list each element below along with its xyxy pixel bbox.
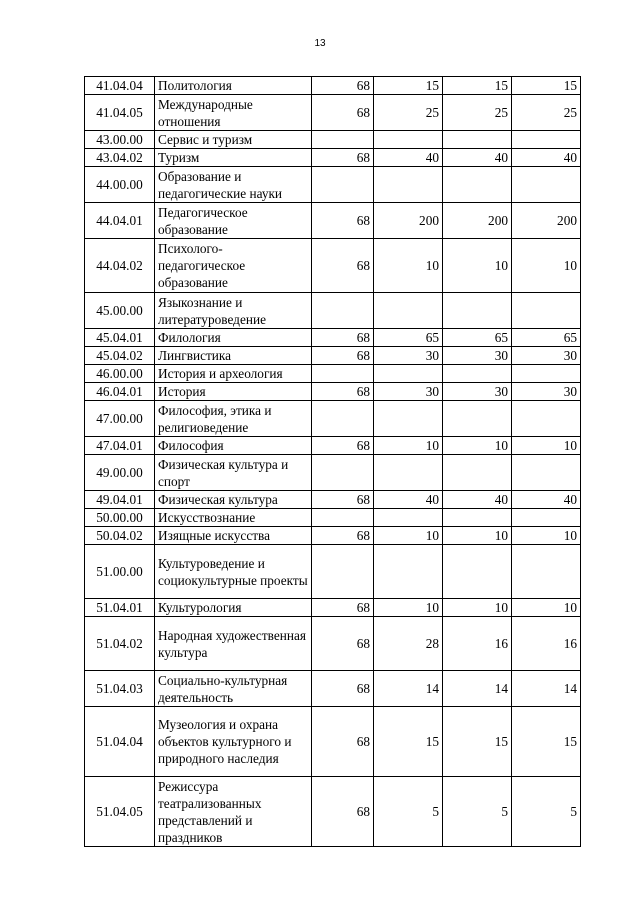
table-row bbox=[85, 77, 581, 95]
value-col-1 bbox=[312, 401, 374, 437]
value-col-4: 200 bbox=[512, 203, 581, 239]
program-code: 43.04.02 bbox=[85, 149, 155, 167]
value-col-3: 10 bbox=[443, 239, 512, 293]
value-col-3: 40 bbox=[443, 491, 512, 509]
value-col-2: 14 bbox=[374, 671, 443, 707]
value-col-2 bbox=[374, 365, 443, 383]
program-name: Философия bbox=[155, 437, 312, 455]
value-col-4: 15 bbox=[512, 77, 581, 95]
value-col-2: 10 bbox=[374, 599, 443, 617]
table-row bbox=[85, 401, 581, 437]
value-col-3: 5 bbox=[443, 777, 512, 847]
value-col-1 bbox=[312, 131, 374, 149]
value-col-4: 16 bbox=[512, 617, 581, 671]
value-col-2: 28 bbox=[374, 617, 443, 671]
table-row bbox=[85, 455, 581, 491]
value-col-2 bbox=[374, 545, 443, 599]
value-col-1 bbox=[312, 167, 374, 203]
value-col-2: 15 bbox=[374, 707, 443, 777]
value-col-3: 30 bbox=[443, 347, 512, 365]
program-code: 50.04.02 bbox=[85, 527, 155, 545]
table-row bbox=[85, 95, 581, 131]
value-col-4 bbox=[512, 293, 581, 329]
table-row bbox=[85, 383, 581, 401]
program-name: Культуроведение и социокультурные проекты bbox=[155, 545, 312, 599]
program-code: 46.00.00 bbox=[85, 365, 155, 383]
program-code: 49.04.01 bbox=[85, 491, 155, 509]
value-col-4: 5 bbox=[512, 777, 581, 847]
programs-table bbox=[84, 76, 581, 847]
value-col-1: 68 bbox=[312, 527, 374, 545]
value-col-1 bbox=[312, 293, 374, 329]
program-code: 44.00.00 bbox=[85, 167, 155, 203]
value-col-4: 10 bbox=[512, 239, 581, 293]
program-name: Музеология и охрана объектов культурного и природного наследия bbox=[155, 707, 312, 777]
table-row bbox=[85, 545, 581, 599]
value-col-1: 68 bbox=[312, 329, 374, 347]
value-col-2: 10 bbox=[374, 239, 443, 293]
program-name: Народная художественная культура bbox=[155, 617, 312, 671]
program-code: 51.04.02 bbox=[85, 617, 155, 671]
value-col-1: 68 bbox=[312, 671, 374, 707]
value-col-1: 68 bbox=[312, 203, 374, 239]
value-col-3 bbox=[443, 365, 512, 383]
table-row bbox=[85, 509, 581, 527]
table-row bbox=[85, 365, 581, 383]
table-row bbox=[85, 491, 581, 509]
value-col-4: 65 bbox=[512, 329, 581, 347]
value-col-2 bbox=[374, 131, 443, 149]
table-row bbox=[85, 617, 581, 671]
program-code: 45.00.00 bbox=[85, 293, 155, 329]
program-name: Искусствознание bbox=[155, 509, 312, 527]
value-col-2 bbox=[374, 167, 443, 203]
value-col-4: 40 bbox=[512, 491, 581, 509]
value-col-4 bbox=[512, 365, 581, 383]
table-row bbox=[85, 149, 581, 167]
table-row bbox=[85, 599, 581, 617]
program-name: История и археология bbox=[155, 365, 312, 383]
value-col-3: 40 bbox=[443, 149, 512, 167]
value-col-1 bbox=[312, 365, 374, 383]
value-col-3: 15 bbox=[443, 77, 512, 95]
table-row bbox=[85, 437, 581, 455]
table-row bbox=[85, 167, 581, 203]
program-name: Философия, этика и религиоведение bbox=[155, 401, 312, 437]
program-code: 50.00.00 bbox=[85, 509, 155, 527]
value-col-4: 10 bbox=[512, 527, 581, 545]
program-name: Социально-культурная деятельность bbox=[155, 671, 312, 707]
value-col-2: 200 bbox=[374, 203, 443, 239]
program-name: Туризм bbox=[155, 149, 312, 167]
value-col-2: 25 bbox=[374, 95, 443, 131]
value-col-4 bbox=[512, 401, 581, 437]
value-col-2: 40 bbox=[374, 491, 443, 509]
value-col-1: 68 bbox=[312, 437, 374, 455]
value-col-2: 10 bbox=[374, 437, 443, 455]
value-col-1: 68 bbox=[312, 95, 374, 131]
value-col-2 bbox=[374, 293, 443, 329]
value-col-2: 15 bbox=[374, 77, 443, 95]
program-code: 51.04.03 bbox=[85, 671, 155, 707]
value-col-3: 65 bbox=[443, 329, 512, 347]
table-row bbox=[85, 707, 581, 777]
program-name: Режиссура театрализованных представлений и праздников bbox=[155, 777, 312, 847]
value-col-3: 200 bbox=[443, 203, 512, 239]
program-code: 51.04.01 bbox=[85, 599, 155, 617]
value-col-3: 25 bbox=[443, 95, 512, 131]
value-col-2: 30 bbox=[374, 383, 443, 401]
program-name: Психолого-педагогическое образование bbox=[155, 239, 312, 293]
value-col-4: 40 bbox=[512, 149, 581, 167]
program-name: Изящные искусства bbox=[155, 527, 312, 545]
table-row bbox=[85, 131, 581, 149]
page-number: 13 bbox=[314, 38, 326, 49]
program-code: 43.00.00 bbox=[85, 131, 155, 149]
program-name: Педагогическое образование bbox=[155, 203, 312, 239]
value-col-1 bbox=[312, 509, 374, 527]
value-col-3: 10 bbox=[443, 437, 512, 455]
program-code: 47.00.00 bbox=[85, 401, 155, 437]
value-col-3 bbox=[443, 401, 512, 437]
value-col-2 bbox=[374, 509, 443, 527]
value-col-2: 5 bbox=[374, 777, 443, 847]
program-name: Физическая культура и спорт bbox=[155, 455, 312, 491]
value-col-1: 68 bbox=[312, 777, 374, 847]
value-col-1: 68 bbox=[312, 599, 374, 617]
value-col-4 bbox=[512, 131, 581, 149]
program-code: 51.04.05 bbox=[85, 777, 155, 847]
table-row bbox=[85, 671, 581, 707]
value-col-2: 65 bbox=[374, 329, 443, 347]
value-col-1: 68 bbox=[312, 383, 374, 401]
program-name: Международные отношения bbox=[155, 95, 312, 131]
program-code: 47.04.01 bbox=[85, 437, 155, 455]
value-col-2 bbox=[374, 455, 443, 491]
value-col-2: 30 bbox=[374, 347, 443, 365]
value-col-1 bbox=[312, 455, 374, 491]
value-col-4: 15 bbox=[512, 707, 581, 777]
value-col-1 bbox=[312, 545, 374, 599]
value-col-3: 14 bbox=[443, 671, 512, 707]
value-col-4 bbox=[512, 455, 581, 491]
program-code: 45.04.02 bbox=[85, 347, 155, 365]
value-col-1: 68 bbox=[312, 77, 374, 95]
value-col-4 bbox=[512, 509, 581, 527]
value-col-1: 68 bbox=[312, 617, 374, 671]
program-code: 41.04.05 bbox=[85, 95, 155, 131]
program-name: История bbox=[155, 383, 312, 401]
program-name: Филология bbox=[155, 329, 312, 347]
program-name: Культурология bbox=[155, 599, 312, 617]
program-code: 44.04.01 bbox=[85, 203, 155, 239]
table-row bbox=[85, 203, 581, 239]
value-col-1: 68 bbox=[312, 239, 374, 293]
value-col-1: 68 bbox=[312, 347, 374, 365]
value-col-3 bbox=[443, 455, 512, 491]
program-name: Образование и педагогические науки bbox=[155, 167, 312, 203]
value-col-4: 10 bbox=[512, 599, 581, 617]
value-col-3: 16 bbox=[443, 617, 512, 671]
table-row bbox=[85, 527, 581, 545]
program-name: Политология bbox=[155, 77, 312, 95]
program-code: 45.04.01 bbox=[85, 329, 155, 347]
value-col-1: 68 bbox=[312, 707, 374, 777]
value-col-4: 30 bbox=[512, 347, 581, 365]
value-col-3 bbox=[443, 545, 512, 599]
value-col-3 bbox=[443, 131, 512, 149]
value-col-2 bbox=[374, 401, 443, 437]
table-row bbox=[85, 329, 581, 347]
program-name: Физическая культура bbox=[155, 491, 312, 509]
program-name: Лингвистика bbox=[155, 347, 312, 365]
value-col-3 bbox=[443, 167, 512, 203]
value-col-3 bbox=[443, 293, 512, 329]
program-code: 51.00.00 bbox=[85, 545, 155, 599]
table-row bbox=[85, 293, 581, 329]
program-name: Языкознание и литературоведение bbox=[155, 293, 312, 329]
value-col-3 bbox=[443, 509, 512, 527]
value-col-3: 15 bbox=[443, 707, 512, 777]
value-col-2: 40 bbox=[374, 149, 443, 167]
value-col-3: 10 bbox=[443, 599, 512, 617]
program-name: Сервис и туризм bbox=[155, 131, 312, 149]
value-col-4: 30 bbox=[512, 383, 581, 401]
table-body bbox=[85, 77, 581, 847]
value-col-4: 25 bbox=[512, 95, 581, 131]
program-code: 51.04.04 bbox=[85, 707, 155, 777]
table-row bbox=[85, 777, 581, 847]
value-col-1: 68 bbox=[312, 491, 374, 509]
value-col-4 bbox=[512, 167, 581, 203]
value-col-2: 10 bbox=[374, 527, 443, 545]
program-code: 41.04.04 bbox=[85, 77, 155, 95]
program-code: 44.04.02 bbox=[85, 239, 155, 293]
value-col-4: 10 bbox=[512, 437, 581, 455]
program-code: 49.00.00 bbox=[85, 455, 155, 491]
table-row bbox=[85, 347, 581, 365]
value-col-4 bbox=[512, 545, 581, 599]
value-col-1: 68 bbox=[312, 149, 374, 167]
program-code: 46.04.01 bbox=[85, 383, 155, 401]
value-col-3: 30 bbox=[443, 383, 512, 401]
value-col-3: 10 bbox=[443, 527, 512, 545]
table-row bbox=[85, 239, 581, 293]
value-col-4: 14 bbox=[512, 671, 581, 707]
